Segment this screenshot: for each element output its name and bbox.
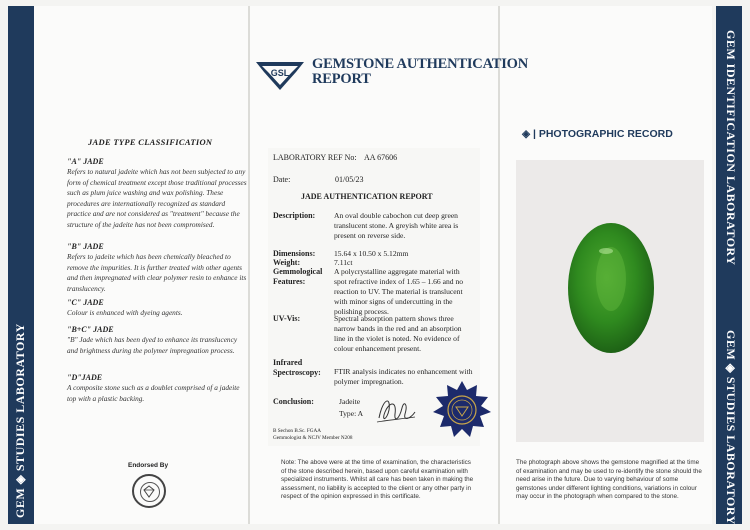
signatory-line2: Gemmologist & NCJV Member N208 bbox=[273, 435, 353, 441]
authentication-stamp-icon bbox=[432, 380, 492, 445]
logo-text: GSL bbox=[270, 68, 290, 78]
lab-ref-label: LABORATORY REF No: bbox=[273, 153, 357, 162]
signature bbox=[375, 392, 417, 433]
endorsed-by-label: Endorsed By bbox=[128, 462, 169, 469]
c-jade-text: Colour is enhanced with dyeing agents. bbox=[67, 308, 183, 317]
report-heading: JADE AUTHENTICATION REPORT bbox=[301, 192, 433, 201]
uvvis-label: UV-Vis: bbox=[273, 314, 301, 323]
signatory-line1: B Sechon B.Sc. FGAA bbox=[273, 428, 321, 434]
jade-cabochon-photo bbox=[566, 221, 656, 361]
disclaimer-note: Note: The above were at the time of examination, the characteristics of the stone described herein, based upon careful examination with specialized instruments. Whilst all care has been taken in making the assessment, no liability is accepted to the client or any other party in respect of the opinion expressed in this certificate. bbox=[281, 459, 474, 501]
right-vertical-label-top: GEM IDENTIFICATION LABORATORY bbox=[724, 30, 738, 266]
infrared-label-1: Infrared bbox=[273, 358, 303, 367]
infrared-value: FTIR analysis indicates no enhancement with polymer impregnation. bbox=[334, 367, 473, 386]
d-jade-title: "D"JADE bbox=[67, 373, 103, 382]
bc-jade-title: "B+C" JADE bbox=[67, 325, 114, 334]
infrared-label-2: Spectroscopy: bbox=[273, 368, 321, 377]
report-title bbox=[312, 57, 528, 87]
bc-jade-text: "B" Jade which has been dyed to enhance its translucency and brightness during the polymer impregnation process. bbox=[67, 335, 238, 355]
fold-line-left bbox=[248, 6, 250, 524]
endorsement-seal-icon bbox=[132, 474, 166, 508]
description-value: An oval double cabochon cut deep green translucent stone. A greyish white area is present on reverse side. bbox=[334, 211, 459, 240]
gemmological-label-2: Features: bbox=[273, 277, 306, 286]
weight-label: Weight: bbox=[273, 258, 301, 267]
d-jade-text: A composite stone such as a doublet comprised of a jadeite top with a plastic backing. bbox=[67, 383, 240, 403]
conclusion-label: Conclusion: bbox=[273, 397, 314, 406]
c-jade-title: "C" JADE bbox=[67, 298, 104, 307]
lab-ref-value: AA 67606 bbox=[364, 153, 398, 162]
conclusion-value: Jadeite bbox=[339, 397, 361, 406]
photographic-record-heading: ◈ | PHOTOGRAPHIC RECORD bbox=[522, 128, 673, 140]
weight-value: 7.11ct bbox=[334, 258, 353, 267]
report-title-line1: GEMSTONE AUTHENTICATION bbox=[312, 56, 529, 72]
left-vertical-label: GEM ◈ STUDIES LABORATORY bbox=[13, 323, 27, 518]
b-jade-text: Refers to jadeite which has been chemically bleached to remove the impurities. It is further treated with other agents and then impregnated with clear polymer resin to enhance its translucency. bbox=[67, 252, 247, 293]
gemmological-label-1: Gemmological bbox=[273, 267, 323, 276]
type-value: Type: A bbox=[339, 409, 364, 418]
classification-heading: JADE TYPE CLASSIFICATION bbox=[88, 137, 213, 147]
gemmological-value: A polycrystalline aggregate material with spot refractive index of 1.65 – 1.66 and no reaction to UV. The material is translucent with minor signs of undercutting in the polishing process. bbox=[334, 267, 464, 316]
report-title-line2: REPORT bbox=[312, 71, 371, 87]
b-jade-title: "B" JADE bbox=[67, 242, 104, 251]
a-jade-title: "A" JADE bbox=[67, 157, 104, 166]
dimensions-value: 15.64 x 10.50 x 5.12mm bbox=[334, 249, 409, 258]
date-label: Date: bbox=[273, 175, 291, 184]
photo-caption: The photograph above shows the gemstone magnified at the time of examination and may be used to re-identify the stone should the need arise in the future. Due to varying behaviour of some gemstones under different lighting conditions, variations in colour may occur in the photograph when compared to the stone. bbox=[516, 459, 702, 501]
uvvis-value: Spectral absorption pattern shows three narrow bands in the red and an absorption line in the violet is noted. No evidence of colour enhancement present. bbox=[334, 314, 462, 353]
right-vertical-label-bottom: GEM ◈ STUDIES LABORATORY bbox=[724, 330, 738, 525]
gsl-logo-icon bbox=[252, 60, 308, 97]
description-label: Description: bbox=[273, 211, 316, 220]
dimensions-label: Dimensions: bbox=[273, 249, 316, 258]
a-jade-text: Refers to natural jadeite which has not been subjected to any form of chemical treatment except those traditional processes such as plum juice washing and wax polishing. These procedures are internationally recognized as standard practice and are not considered as "treatment" because the structure of the jadeite has not been compromised. bbox=[67, 167, 247, 229]
date-value: 01/05/23 bbox=[335, 175, 364, 184]
